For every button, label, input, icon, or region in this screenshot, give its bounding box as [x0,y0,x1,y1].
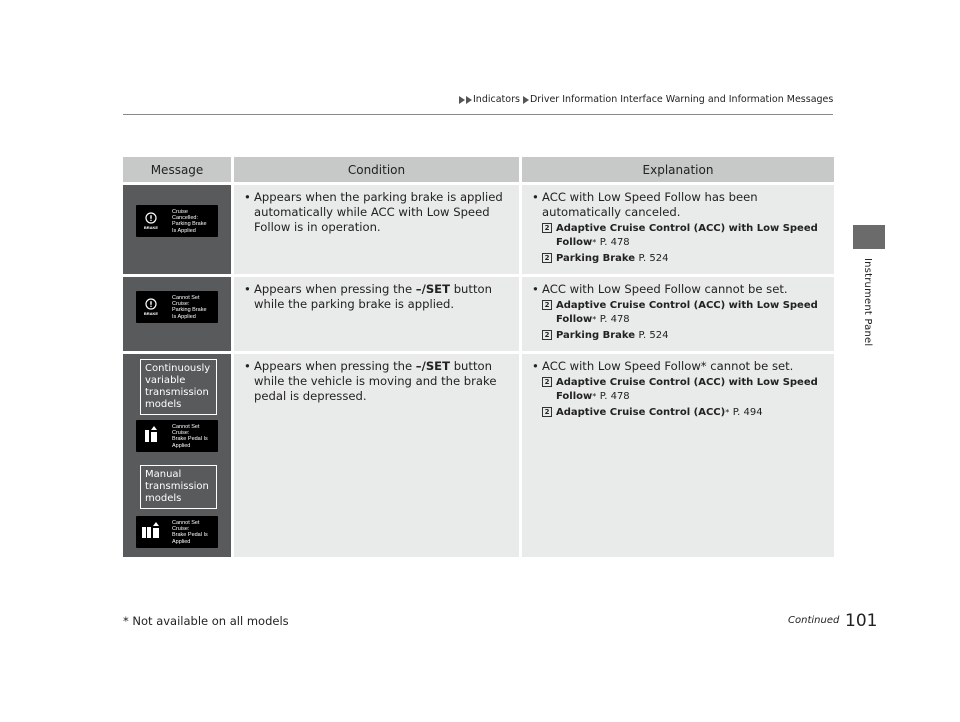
reference-page[interactable]: P. 478 [599,314,630,325]
screen-line: Cruise [172,209,188,215]
reference-title-cont[interactable]: Follow [556,391,593,402]
svg-text:BRAKE: BRAKE [143,225,159,230]
header-rule [123,114,833,115]
screen-line: Applied [172,538,191,545]
screen-line: Cancelled: [172,215,198,222]
condition-cell [231,351,519,557]
cross-reference[interactable] [542,222,826,250]
brake-warning-icon [142,297,160,317]
explanation-part: ACC with Low Speed Follow [542,359,701,373]
condition-text [244,359,511,404]
reference-arrow-icon: 2 [542,407,552,417]
screen-line: Cruise: [172,526,190,533]
breadcrumb-arrow-icon [466,96,472,104]
reference-title[interactable]: Parking Brake [556,330,636,341]
cross-reference[interactable] [542,376,826,404]
continued-label: Continued [788,615,840,626]
screen-line: Parking Brake [172,307,207,314]
cross-reference[interactable] [542,252,826,266]
cross-reference[interactable] [542,329,826,343]
breadcrumb-arrow-icon [523,96,529,104]
condition-cell [231,182,519,274]
reference-arrow-icon: 2 [542,300,552,310]
cross-reference[interactable] [542,299,826,327]
mt-models-label: Manual transmission models [140,465,217,509]
breadcrumb-section[interactable]: Driver Information Interface Warning and Information Messages [529,94,834,105]
explanation-text [532,359,826,374]
messages-table [123,157,834,557]
brake-clutch-pedal-icon [142,522,160,542]
header-condition: Condition [231,157,519,182]
screen-line: Is Applied [172,227,196,234]
footnote-star: * [592,238,597,247]
message-cell [123,274,231,351]
screen-line: Brake Pedal Is [172,532,208,539]
header-message: Message [123,157,231,182]
reference-arrow-icon: 2 [542,253,552,263]
explanation-text: • ACC with Low Speed Follow cannot be set. [532,282,826,297]
svg-text:BRAKE: BRAKE [143,311,159,316]
reference-page[interactable]: P. 524 [638,253,669,264]
cross-reference[interactable] [542,406,826,420]
explanation-part: cannot be set. [706,359,794,373]
table-row [123,274,834,351]
explanation-cell [519,351,834,557]
screen-line: Brake Pedal Is [172,436,208,443]
explanation-text: • ACC with Low Speed Follow has been automatically canceled. [532,190,826,220]
screen-line: Is Applied [172,313,196,320]
screen-line: Cannot Set [172,424,200,430]
reference-title-cont[interactable]: Follow [556,237,593,248]
reference-title[interactable]: Adaptive Cruise Control (ACC) with Low Speed [556,223,818,234]
condition-text [244,282,511,312]
cruise-cancelled-screen [136,205,218,237]
screen-line: Parking Brake [172,221,207,228]
reference-title-cont[interactable]: Follow [556,314,593,325]
message-cell [123,351,231,557]
condition-text: • Appears when the parking brake is applied automatically while ACC with Low Speed Follow is in operation. [244,190,511,235]
reference-title[interactable]: Parking Brake [556,253,636,264]
reference-page[interactable]: P. 524 [638,330,669,341]
cvt-models-label: Continuously variable transmission models [140,359,217,415]
table-row [123,351,834,557]
page-number: 101 [845,611,878,631]
screen-line: Applied [172,442,191,449]
footnote-star: * [592,392,597,401]
set-button-label: –/SET [415,282,451,296]
cannot-set-brake-screen-mt [136,516,218,548]
reference-page[interactable]: P. 478 [599,237,630,248]
breadcrumb-indicators[interactable]: Indicators [473,94,520,105]
condition-cell [231,274,519,351]
condition-part: button while the parking brake is applied. [254,282,492,311]
side-tab-label: Instrument Panel [862,258,873,347]
screen-line: Cannot Set [172,520,200,526]
cannot-set-parking-screen [136,291,218,323]
side-tab-marker [853,225,885,249]
brake-warning-icon [142,211,160,231]
reference-arrow-icon: 2 [542,330,552,340]
brake-pedal-icon [142,426,160,446]
header-explanation: Explanation [519,157,834,182]
reference-title[interactable]: Adaptive Cruise Control (ACC) [556,407,726,418]
screen-line: Cruise: [172,430,190,437]
footnote-star: * [592,315,597,324]
breadcrumb [459,94,833,105]
reference-arrow-icon: 2 [542,377,552,387]
screen-line: Cruise: [172,301,190,308]
reference-title[interactable]: Adaptive Cruise Control (ACC) with Low Speed [556,300,818,311]
condition-part: Appears when pressing the [254,359,416,373]
reference-page[interactable]: P. 478 [599,391,630,402]
reference-page[interactable]: P. 494 [732,407,763,418]
reference-arrow-icon: 2 [542,223,552,233]
condition-part: button while the vehicle is moving and the brake pedal is depressed. [254,359,497,403]
reference-title[interactable]: Adaptive Cruise Control (ACC) with Low Speed [556,377,818,388]
screen-line: Cannot Set [172,295,200,301]
footnote: * Not available on all models [123,614,289,628]
table-row [123,182,834,274]
cannot-set-brake-screen-cvt [136,420,218,452]
explanation-cell [519,182,834,274]
message-cell [123,182,231,274]
condition-part: Appears when pressing the [254,282,416,296]
explanation-cell [519,274,834,351]
footnote-star: * [700,359,707,373]
set-button-label: –/SET [415,359,451,373]
breadcrumb-arrow-icon [459,96,465,104]
footnote-star: * [725,408,730,417]
